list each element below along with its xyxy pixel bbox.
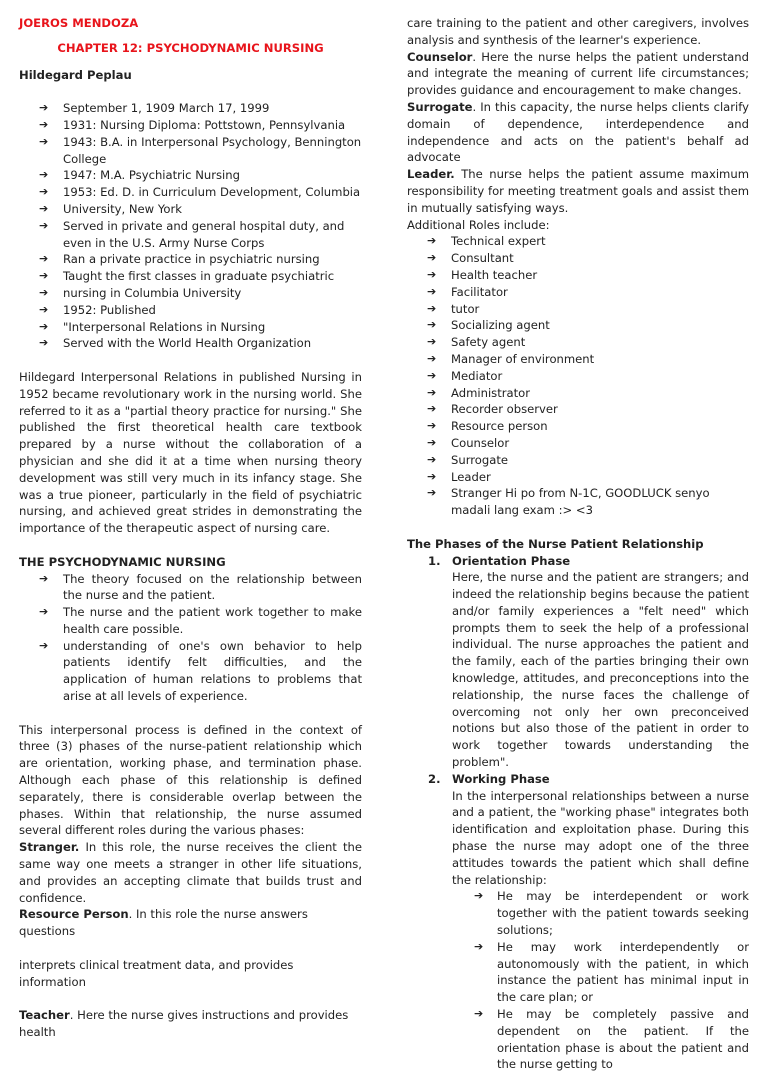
- additional-role-item: ➔ Facilitator: [407, 284, 749, 301]
- role-surrogate: [407, 99, 749, 166]
- role-stranger: [19, 839, 362, 906]
- role-counselor: [407, 49, 749, 99]
- bio-item: ➔ 1931: Nursing Diploma: Pottstown, Pennsylvania: [19, 117, 362, 134]
- left-column: [19, 15, 362, 1041]
- psychodynamic-item: ➔ The nurse and the patient work together to make health care possible.: [19, 604, 362, 638]
- additional-role-item: ➔ Socializing agent: [407, 317, 749, 334]
- right-column: [407, 15, 749, 1073]
- attitude-item: ➔ He may be interdependent or work together with the patient towards seeking solutions;: [407, 888, 749, 938]
- role-term: Leader.: [407, 167, 455, 182]
- role-term: Surrogate: [407, 99, 473, 114]
- bio-item: ➔ 1943: B.A. in Interpersonal Psychology, Bennington College: [19, 134, 362, 168]
- psychodynamic-list: [19, 571, 362, 705]
- additional-role-item: ➔ Recorder observer: [407, 401, 749, 418]
- additional-role-item: ➔ Stranger Hi po from N-1C, GOODLUCK senyo madali lang exam :> <3: [407, 485, 749, 519]
- additional-role-item: ➔ Administrator: [407, 385, 749, 402]
- role-teacher-continued: care training to the patient and other caregivers, involves analysis and synthesis of the learner's experience.: [407, 16, 749, 47]
- bio-item: ➔ Served with the World Health Organization: [19, 335, 362, 352]
- additional-role-item: ➔ Mediator: [407, 368, 749, 385]
- role-term: Resource Person: [19, 907, 129, 922]
- bio-item: ➔ 1952: Published: [19, 302, 362, 319]
- phase-text: Here, the nurse and the patient are strangers; and indeed the relationship begins because the patient and/or family experiences a "felt need" which prompts them to seek the help of a professional individual. The nurse approaches the patient and the family, each of the parties bringing their own knowledge, attitudes, and preconceptions into the relationship, the nurse faces the challenge of overcoming not only her own preconceived notions but also those of the patient in order to work together towards understanding the problem".: [452, 570, 749, 770]
- phase-item: [407, 771, 749, 889]
- role-text: . Here the nurse gives instructions and provides health: [19, 1008, 349, 1040]
- role-leader: [407, 166, 749, 216]
- psychodynamic-item: ➔ The theory focused on the relationship between the nurse and the patient.: [19, 571, 362, 605]
- additional-role-item: ➔ Health teacher: [407, 267, 749, 284]
- additional-role-item: ➔ Manager of environment: [407, 351, 749, 368]
- additional-role-item: ➔ Counselor: [407, 435, 749, 452]
- additional-role-item: ➔ Resource person: [407, 418, 749, 435]
- intro-paragraph: Hildegard Interpersonal Relations in published Nursing in 1952 became revolutionary work in the nursing world. She referred to it as a "partial theory practice for nursing." She published the first theoretical health care textbook prepared by a nurse without the collaboration of a physician and she did it at a time when nursing theory development was still very much in its infancy stage. She was a true pioneer, particularly in the field of psychiatric nursing, and achieved great strides in demonstrating the importance of the therapeutic aspect of nursing care.: [19, 369, 362, 536]
- chapter-title: CHAPTER 12: PSYCHODYNAMIC NURSING: [57, 40, 324, 55]
- phases-list: [407, 553, 749, 889]
- additional-role-item: ➔ Leader: [407, 469, 749, 486]
- bio-item: ➔ Ran a private practice in psychiatric nursing: [19, 251, 362, 268]
- phase-number: 1.: [428, 553, 441, 568]
- phases-heading: The Phases of the Nurse Patient Relationship: [407, 536, 704, 551]
- role-term: Counselor: [407, 49, 473, 64]
- role-term: Stranger.: [19, 840, 80, 855]
- role-teacher: [19, 1007, 362, 1041]
- role-text: The nurse helps the patient assume maximum responsibility for meeting treatment goals and assist them in mutually satisfying ways.: [407, 167, 749, 215]
- subject-heading: Hildegard Peplau: [19, 67, 132, 82]
- additional-role-item: ➔ tutor: [407, 301, 749, 318]
- bio-item: ➔ Served in private and general hospital duty, and even in the U.S. Army Nurse Corps: [19, 218, 362, 252]
- process-paragraph: This interpersonal process is defined in the context of three (3) phases of the nurse-patient relationship which are orientation, working phase, and termination phase. Although each phase of this relationship is defined separately, there is considerable overlap between the phases. Within that relationship, the nurse assumed several different roles during the various phases:: [19, 722, 362, 838]
- psychodynamic-heading: THE PSYCHODYNAMIC NURSING: [19, 554, 226, 569]
- phase-text: In the interpersonal relationships between a nurse and a patient, the "working phase" integrates both identification and exploitation phase. During this phase the nurse may adopt one of the three attitudes towards the patient which shall define the relationship:: [452, 788, 749, 887]
- role-resource-continued: interprets clinical treatment data, and provides information: [19, 957, 294, 989]
- attitude-item: ➔ He may work interdependently or autonomously with the patient, in which instance the patient has minimal input in the care plan; or: [407, 939, 749, 1006]
- additional-role-item: ➔ Consultant: [407, 250, 749, 267]
- phase-title: Orientation Phase: [452, 553, 571, 568]
- additional-roles-heading: Additional Roles include:: [407, 217, 550, 232]
- bio-item: ➔ Taught the first classes in graduate psychiatric: [19, 268, 362, 285]
- attitudes-list: [407, 888, 749, 1073]
- additional-role-item: ➔ Safety agent: [407, 334, 749, 351]
- bio-item: ➔ "Interpersonal Relations in Nursing: [19, 319, 362, 336]
- role-text: In this role, the nurse receives the client the same way one meets a stranger in other life situations, and provides an accepting climate that builds trust and confidence.: [19, 840, 362, 905]
- phase-item: [407, 553, 749, 771]
- attitude-item: ➔ He may be completely passive and dependent on the patient. If the orientation phase is about the patient and the nurse getting to: [407, 1006, 749, 1073]
- role-resource: [19, 906, 362, 940]
- bio-item: ➔ September 1, 1909 March 17, 1999: [19, 100, 362, 117]
- role-text: . In this role the nurse answers questions: [19, 907, 308, 939]
- psychodynamic-item: ➔ understanding of one's own behavior to help patients identify felt difficulties, and the application of human relations to problems that arise at all levels of experience.: [19, 638, 362, 705]
- phase-number: 2.: [428, 771, 441, 786]
- additional-role-item: ➔ Technical expert: [407, 233, 749, 250]
- phase-title: Working Phase: [452, 771, 550, 786]
- bio-item: ➔ University, New York: [19, 201, 362, 218]
- bio-item: ➔ 1953: Ed. D. in Curriculum Development, Columbia: [19, 184, 362, 201]
- role-text: . In this capacity, the nurse helps clients clarify domain of dependence, interdependence and independence and acts on the patient's behalf ad advocate: [407, 99, 749, 165]
- role-term: Teacher: [19, 1008, 70, 1023]
- additional-roles-list: [407, 233, 749, 519]
- role-text: . Here the nurse helps the patient understand and integrate the meaning of current life circumstances; provides guidance and encouragement to make changes.: [407, 49, 749, 98]
- bio-item: ➔ nursing in Columbia University: [19, 285, 362, 302]
- author-name: JOEROS MENDOZA: [19, 16, 139, 30]
- bio-list: [19, 100, 362, 352]
- additional-role-item: ➔ Surrogate: [407, 452, 749, 469]
- bio-item: ➔ 1947: M.A. Psychiatric Nursing: [19, 167, 362, 184]
